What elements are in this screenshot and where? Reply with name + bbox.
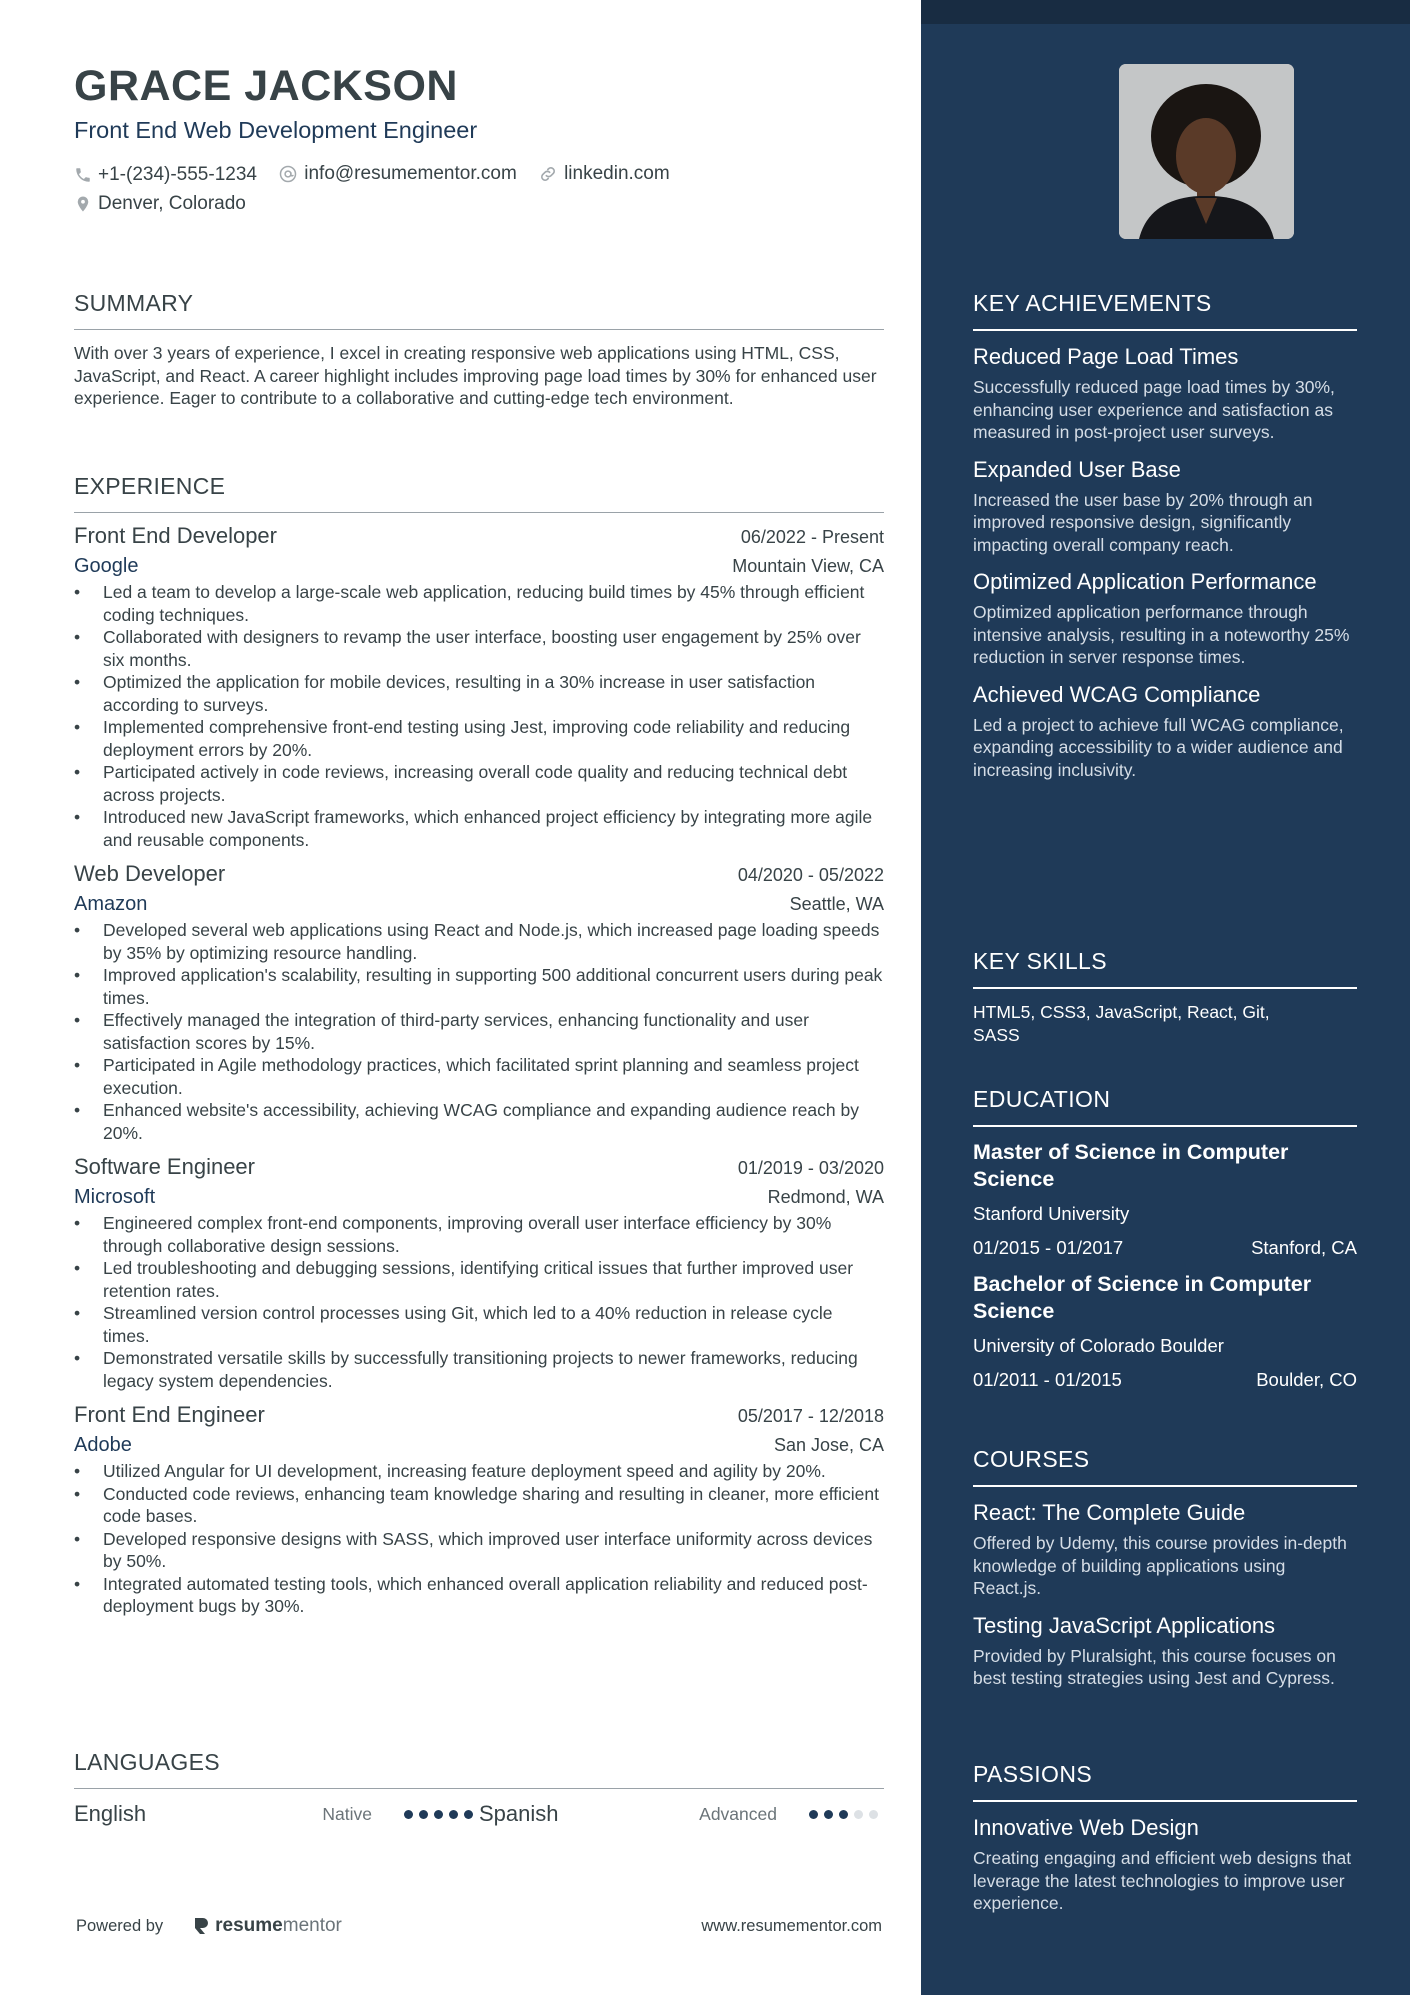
job-company: Amazon — [74, 893, 148, 915]
achievement-item — [973, 681, 1357, 782]
education-degree: Bachelor of Science in Computer Science — [973, 1272, 1312, 1323]
rating-dot-filled — [449, 1810, 458, 1819]
education-location: Stanford, CA — [1251, 1237, 1357, 1258]
language-item — [74, 1801, 479, 1827]
achievement-desc: Successfully reduced page load times by 30%, enhancing user experience and satisfaction as measured in post-project user surveys. — [973, 377, 1335, 442]
logo-light-text: mentor — [282, 1915, 342, 1936]
profile-photo — [1119, 64, 1294, 239]
achievement-title: Expanded User Base — [973, 456, 1181, 482]
bullet-item: • Led a team to develop a large-scale web application, reducing build times by 45% through efficient coding techniques. — [74, 581, 884, 626]
bullet-item: • Utilized Angular for UI development, increasing feature deployment speed and agility by 20%. — [74, 1460, 884, 1483]
education-heading: EDUCATION — [973, 1086, 1357, 1127]
rating-dot-filled — [464, 1810, 473, 1819]
job-title: Web Developer — [74, 861, 226, 886]
job-title: Software Engineer — [74, 1154, 255, 1179]
courses-section — [973, 1446, 1357, 1690]
rating-dot-filled — [809, 1810, 818, 1819]
job-title: Front End Developer — [74, 523, 277, 548]
summary-section — [74, 290, 884, 410]
bullet-item: • Optimized the application for mobile devices, resulting in a 30% increase in user satisfaction according to surveys. — [74, 671, 884, 716]
experience-heading: EXPERIENCE — [74, 473, 884, 513]
skills-section — [973, 948, 1357, 1046]
job-location: Seattle, WA — [789, 894, 884, 914]
language-name: English — [74, 1801, 147, 1826]
linkedin-text: linkedin.com — [564, 163, 670, 184]
phone-icon — [74, 166, 92, 184]
passion-title: Innovative Web Design — [973, 1815, 1199, 1840]
bullet-item: • Improved application's scalability, resulting in supporting 500 additional concurrent users during peak times. — [74, 964, 884, 1009]
languages-section — [74, 1749, 884, 1829]
job-company: Google — [74, 555, 139, 577]
summary-heading: SUMMARY — [74, 290, 884, 330]
job-location: San Jose, CA — [773, 1435, 884, 1455]
job-bullets — [74, 1460, 884, 1618]
contact-location — [74, 190, 246, 218]
achievement-item — [973, 568, 1357, 669]
passion-item — [973, 1814, 1357, 1915]
job-bullets — [74, 581, 884, 851]
profile-photo-illustration — [1119, 64, 1294, 239]
rating-dot-filled — [824, 1810, 833, 1819]
education-section — [973, 1086, 1357, 1391]
bullet-item: • Collaborated with designers to revamp the user interface, boosting user engagement by 25% over six months. — [74, 626, 884, 671]
language-rating — [809, 1810, 884, 1819]
achievement-title: Reduced Page Load Times — [973, 344, 1239, 369]
location-pin-icon — [74, 194, 92, 214]
languages-heading: LANGUAGES — [74, 1749, 884, 1789]
education-dates: 01/2015 - 01/2017 — [973, 1237, 1124, 1258]
phone-text: +1-(234)-555-1234 — [98, 164, 257, 185]
logo-bold-text: resume — [215, 1915, 283, 1936]
bullet-item: • Integrated automated testing tools, which enhanced overall application reliability and reduced post-deployment bugs by 30%. — [74, 1573, 884, 1618]
job-dates: 05/2017 - 12/2018 — [737, 1406, 884, 1426]
job-entry — [74, 523, 884, 851]
footer — [76, 1915, 882, 1937]
language-level: Native — [322, 1803, 372, 1824]
achievement-title: Optimized Application Performance — [973, 569, 1317, 594]
achievement-item — [973, 456, 1357, 557]
rating-dot-filled — [434, 1810, 443, 1819]
education-item — [973, 1271, 1357, 1391]
job-location: Redmond, WA — [767, 1187, 884, 1207]
bullet-item: • Implemented comprehensive front-end testing using Jest, improving code reliability and reducing deployment errors by 20%. — [74, 716, 884, 761]
education-school: Stanford University — [973, 1203, 1130, 1224]
rating-dot-filled — [839, 1810, 848, 1819]
job-entry — [74, 861, 884, 1144]
rating-dot-empty — [869, 1810, 878, 1819]
achievements-section — [973, 290, 1357, 781]
job-entry — [74, 1154, 884, 1392]
email-text: info@resumementor.com — [304, 163, 517, 184]
bullet-item: • Enhanced website's accessibility, achieving WCAG compliance and expanding audience reach by 20%. — [74, 1099, 884, 1144]
at-icon — [278, 164, 298, 184]
course-title: React: The Complete Guide — [973, 1500, 1246, 1525]
rating-dot-filled — [419, 1810, 428, 1819]
bullet-item: • Led troubleshooting and debugging sessions, identifying critical issues that further improved user retention rates. — [74, 1257, 884, 1302]
language-item — [479, 1801, 884, 1827]
course-title: Testing JavaScript Applications — [973, 1612, 1276, 1638]
course-desc: Offered by Udemy, this course provides in-depth knowledge of building applications using React.js. — [973, 1533, 1347, 1598]
link-icon — [538, 164, 558, 184]
experience-section — [74, 473, 884, 1618]
logo-mark-icon — [193, 1916, 211, 1936]
education-dates: 01/2011 - 01/2015 — [973, 1369, 1122, 1390]
achievement-desc: Led a project to achieve full WCAG compliance, expanding accessibility to a wider audience and increasing inclusivity. — [973, 714, 1344, 780]
contact-email[interactable] — [278, 160, 517, 188]
education-item — [973, 1139, 1357, 1259]
achievement-desc: Increased the user base by 20% through an improved responsive design, significantly impacting overall company reach. — [973, 489, 1313, 555]
job-company: Adobe — [74, 1434, 132, 1456]
bullet-item: • Developed several web applications using React and Node.js, which increased page loading speeds by 35% by optimizing resource handling. — [74, 919, 884, 964]
job-dates: 06/2022 - Present — [740, 527, 884, 547]
bullet-item: • Introduced new JavaScript frameworks, which enhanced project efficiency by integrating more agile and reusable components. — [74, 806, 884, 851]
location-text: Denver, Colorado — [98, 193, 246, 214]
skills-heading: KEY SKILLS — [973, 948, 1357, 989]
job-bullets — [74, 919, 884, 1144]
achievement-desc: Optimized application performance through intensive analysis, resulting in a noteworthy 25% reduction in server response times. — [973, 602, 1350, 667]
bullet-item: • Demonstrated versatile skills by successfully transitioning projects to newer frameworks, reducing legacy system dependencies. — [74, 1347, 884, 1392]
candidate-name: GRACE JACKSON — [74, 62, 458, 110]
language-rating — [404, 1810, 479, 1819]
bullet-item: • Streamlined version control processes using Git, which led to a 40% reduction in release cycle times. — [74, 1302, 884, 1347]
powered-by-label: Powered by — [76, 1916, 164, 1935]
contact-linkedin[interactable] — [538, 160, 670, 188]
bullet-item: • Effectively managed the integration of third-party services, enhancing functionality and user satisfaction scores by 15%. — [74, 1009, 884, 1054]
bullet-item: • Participated actively in code reviews, increasing overall code quality and reducing technical debt across projects. — [74, 761, 884, 806]
course-item — [973, 1612, 1357, 1690]
achievement-title: Achieved WCAG Compliance — [973, 681, 1261, 707]
resumementor-logo[interactable] — [193, 1915, 342, 1937]
achievements-heading: KEY ACHIEVEMENTS — [973, 290, 1357, 331]
job-entry — [74, 1402, 884, 1618]
education-degree: Master of Science in Computer Science — [973, 1140, 1289, 1191]
bullet-item: • Participated in Agile methodology practices, which facilitated sprint planning and seamless project execution. — [74, 1054, 884, 1099]
language-name: Spanish — [479, 1801, 559, 1826]
courses-heading: COURSES — [973, 1446, 1357, 1487]
skills-text: HTML5, CSS3, JavaScript, React, Git, SASS — [973, 1002, 1270, 1045]
job-title-headline: Front End Web Development Engineer — [74, 117, 478, 143]
contact-phone[interactable] — [74, 161, 257, 189]
course-desc: Provided by Pluralsight, this course focuses on best testing strategies using Jest and Cypress. — [973, 1645, 1336, 1688]
job-dates: 04/2020 - 05/2022 — [737, 865, 884, 885]
summary-text: With over 3 years of experience, I excel in creating responsive web applications using HTML, CSS, JavaScript, and React. A career highlight includes improving page load times by 30% for enhanced user experience. Eager to contribute to a collaborative and cutting-edge tech environment. — [74, 343, 877, 408]
bullet-item: • Conducted code reviews, enhancing team knowledge sharing and resulting in cleaner, more efficient code bases. — [74, 1483, 884, 1528]
achievement-item — [973, 343, 1357, 444]
course-item — [973, 1499, 1357, 1600]
passions-heading: PASSIONS — [973, 1761, 1357, 1802]
education-location: Boulder, CO — [1256, 1369, 1357, 1390]
bullet-item: • Developed responsive designs with SASS, which improved user interface uniformity across devices by 50%. — [74, 1528, 884, 1573]
job-bullets — [74, 1212, 884, 1392]
contact-info — [74, 160, 884, 220]
bullet-item: • Engineered complex front-end components, improving overall user interface efficiency by 30% through collaborative design sessions. — [74, 1212, 884, 1257]
job-title: Front End Engineer — [74, 1402, 265, 1427]
job-dates: 01/2019 - 03/2020 — [737, 1158, 884, 1178]
rating-dot-filled — [404, 1810, 413, 1819]
passions-section — [973, 1761, 1357, 1915]
education-school: University of Colorado Boulder — [973, 1335, 1224, 1356]
job-location: Mountain View, CA — [732, 556, 884, 576]
rating-dot-empty — [854, 1810, 863, 1819]
sidebar — [921, 0, 1410, 1995]
footer-website-link[interactable]: www.resumementor.com — [701, 1916, 882, 1935]
language-level: Advanced — [699, 1803, 777, 1824]
job-company: Microsoft — [74, 1186, 156, 1208]
sidebar-top-bar — [921, 0, 1410, 24]
passion-desc: Creating engaging and efficient web designs that leverage the latest technologies to improve user experience. — [973, 1848, 1352, 1913]
